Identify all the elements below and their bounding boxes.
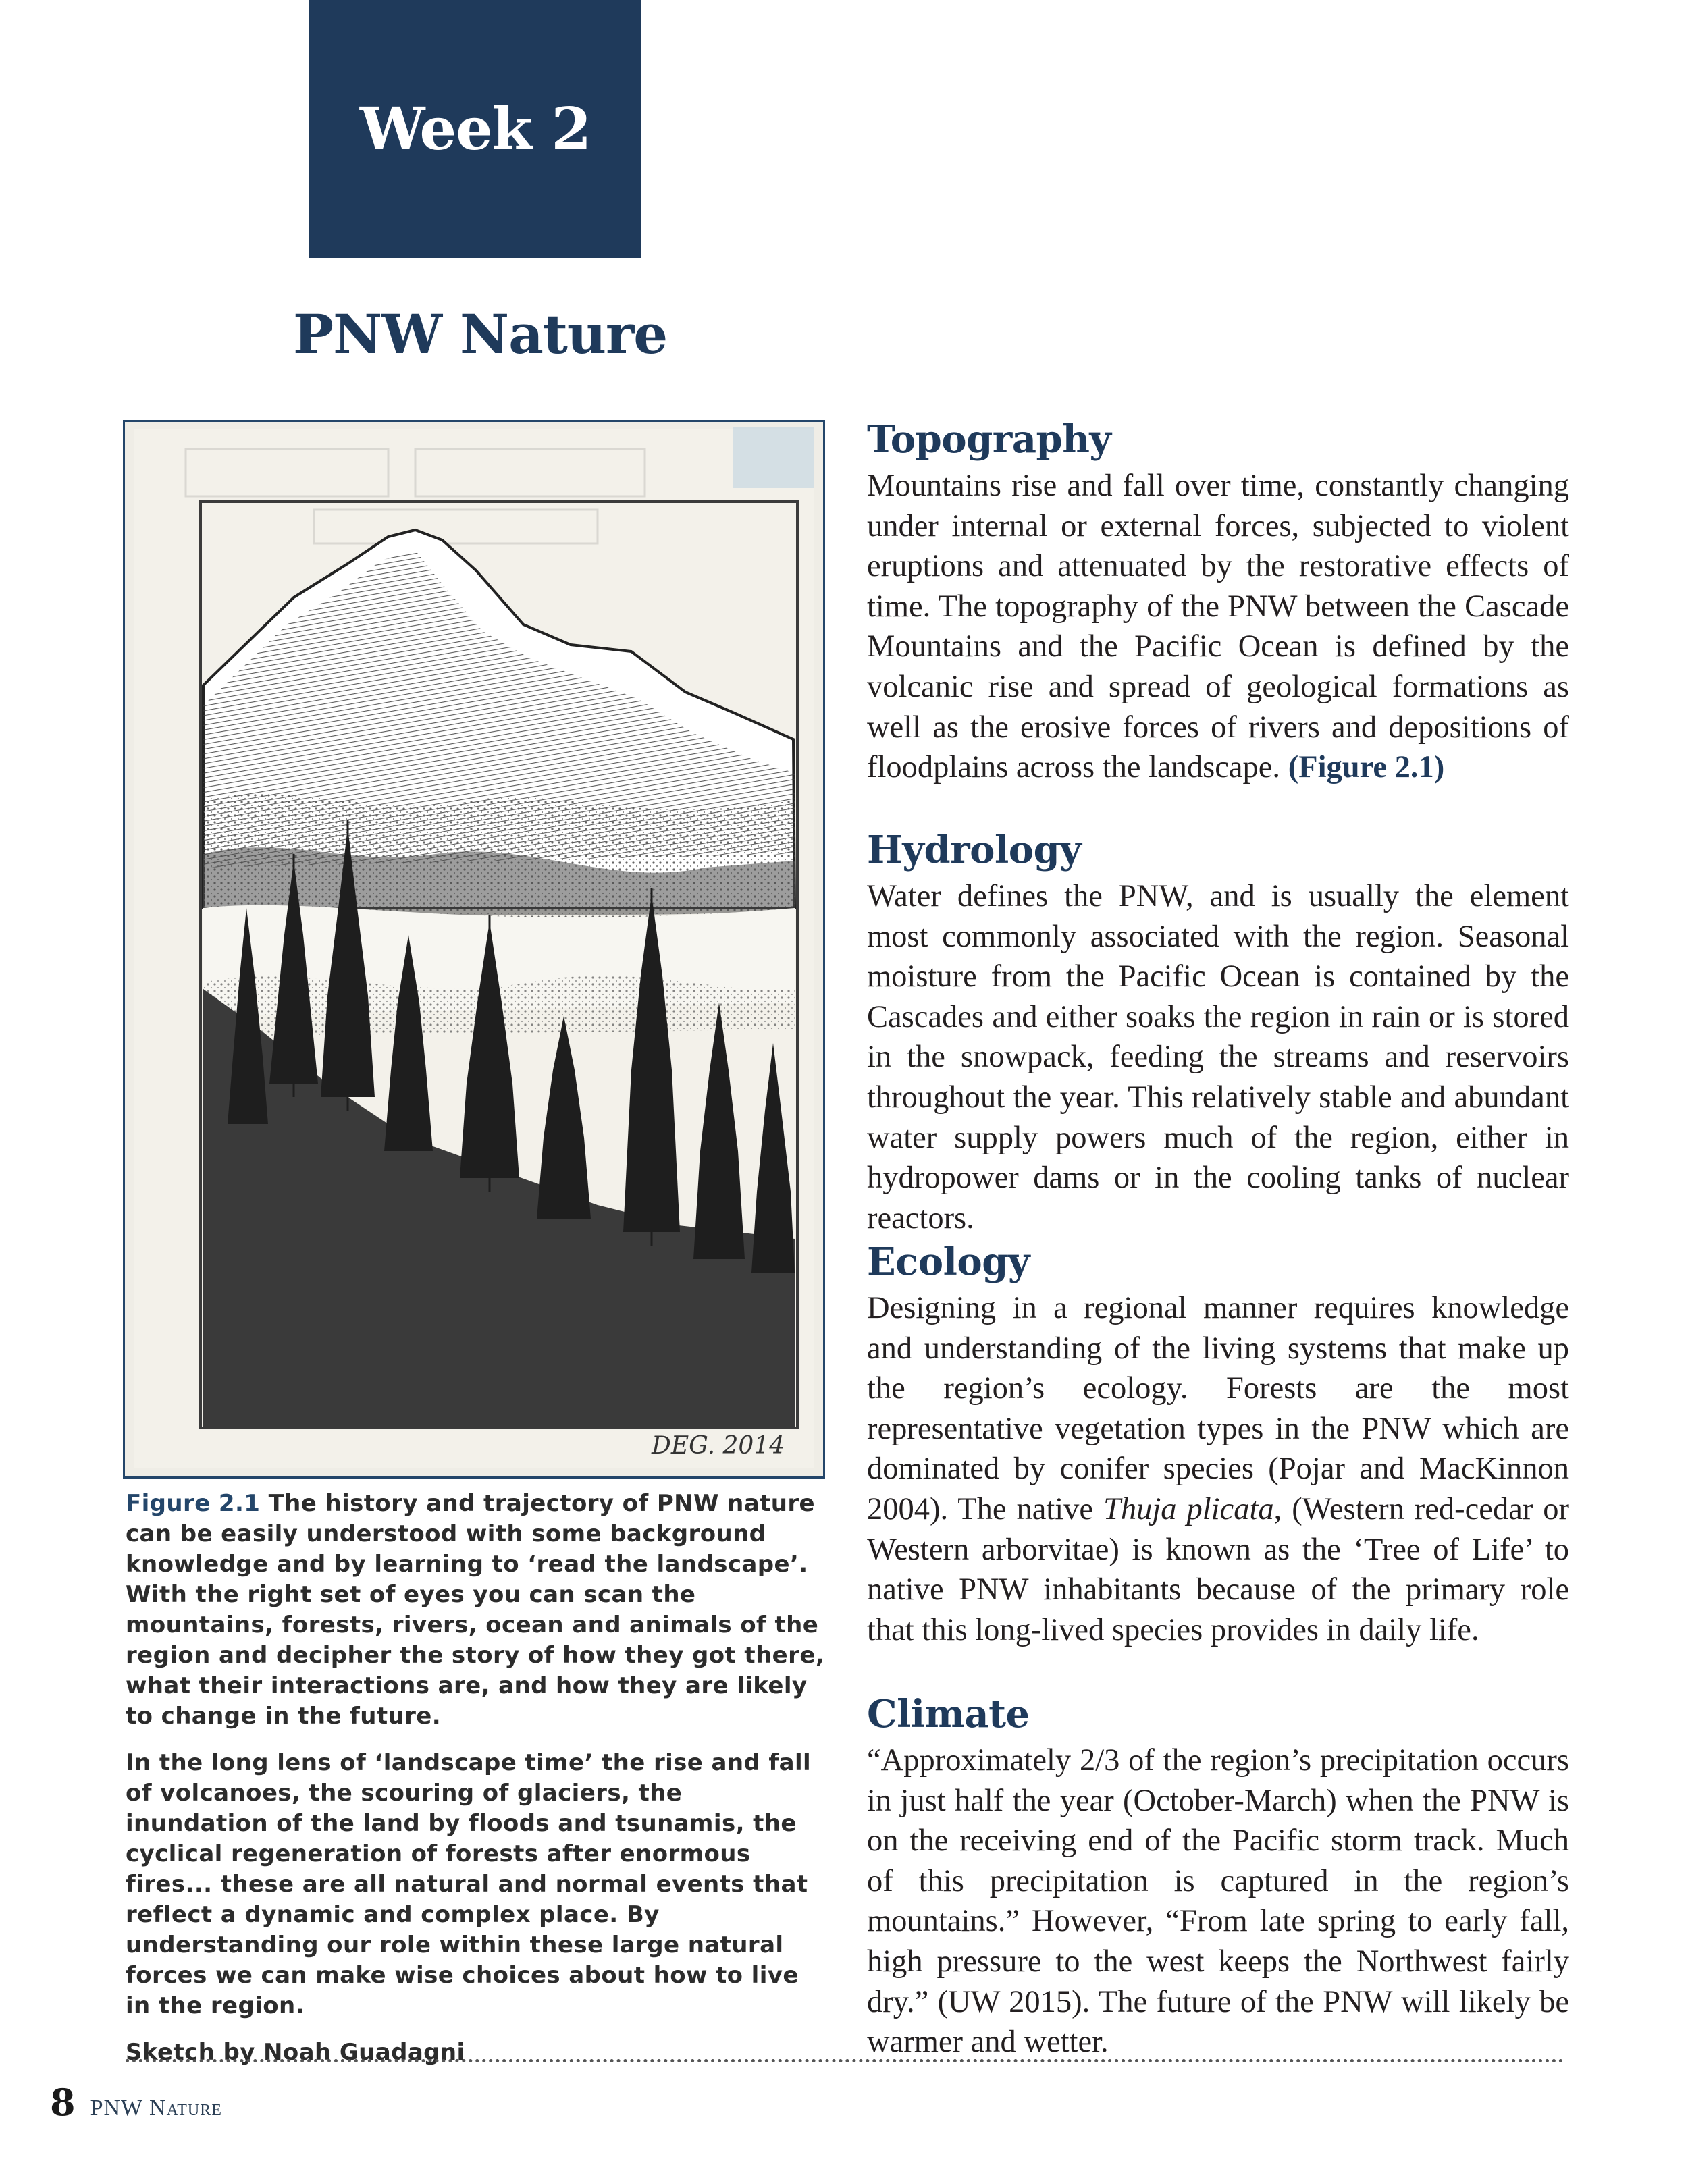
running-title: PNW Nature — [90, 2096, 222, 2121]
footer-divider — [126, 2059, 1564, 2062]
body-hydrology: Water defines the PNW, and is usually the element most commonly associated with the region. Seasonal moisture from the Pacific Ocean is contained by the Cascades and either soaks the region in rain or is stored in the snowpack, feeding the streams and reservoirs throughout the year. This relatively stable and abundant water supply powers much of the region, either in hydropower dams or in the cooling tanks of nuclear reactors. — [867, 879, 1569, 1235]
ecology-species-name: Thuja plicata — [1103, 1491, 1274, 1526]
page-title: PNW Nature — [293, 302, 668, 366]
caption-figure-label: Figure 2.1 — [126, 1490, 261, 1517]
mountain-forest-sketch-icon — [125, 422, 823, 1476]
caption-text: The history and trajectory of PNW nature can be easily understood with some background knowledge and by learning to ‘read the landscape’. With the right set of eyes you can scan the mountains, forests, rivers, ocean and animals of the region and decipher the story of how they got there, what their interactions are, and how they are likely to change in the future. — [126, 1490, 825, 1730]
figure-sketch — [123, 420, 825, 1479]
week-label-banner — [309, 0, 641, 258]
section-hydrology — [867, 824, 1569, 1238]
section-topography — [867, 413, 1569, 788]
section-climate — [867, 1688, 1569, 2062]
heading-climate: Climate — [867, 1692, 1030, 1736]
section-ecology — [867, 1235, 1569, 1650]
body-climate: “Approximately 2/3 of the region’s precipitation occurs in just half the year (October-March) when the PNW is on the receiving end of the Pacific storm track. Much of this precipitation is captured in the region’s mountains.” However, “From late spring to early fall, high pressure to the west keeps the Northwest fairly dry.” (UW 2015). The future of the PNW will likely be warmer and wetter. — [867, 1743, 1569, 2060]
week-label: Week 2 — [359, 95, 591, 163]
page-footer — [50, 2081, 222, 2124]
body-ecology — [867, 1288, 1569, 1650]
caption-paragraph-2: In the long lens of ‘landscape time’ the rise and fall of volcanoes, the scouring of glaciers, the inundation of the land by floods and tsunamis, the cyclical regeneration of forests after enormous fires... these are all natural and normal events that reflect a dynamic and complex place. By understanding our role within these large natural forces we can make wise choices about how to live in the region. — [126, 1749, 812, 2019]
body-topography — [867, 466, 1569, 788]
figure-reference-link[interactable]: (Figure 2.1) — [1288, 750, 1445, 785]
heading-topography: Topography — [867, 417, 1111, 462]
ecology-text-before: Designing in a regional manner requires knowledge and understanding of the living systems that make up the region’s ecology. Forests are the most representative vegetation types in the PNW which are dominated by conifer species (Pojar and MacKinnon 2004). The native — [867, 1291, 1569, 1526]
sketch-credit: Sketch by Noah Guadagni — [126, 2039, 465, 2066]
caption-paragraph-1 — [126, 1489, 828, 1732]
ecology-text-after: , (Western red-cedar or Western arborvitae) is known as the ‘Tree of Life’ to native PNW inhabitants because of the primary role that this long-lived species provides in daily life. — [867, 1491, 1569, 1647]
heading-hydrology: Hydrology — [867, 828, 1082, 872]
heading-ecology: Ecology — [867, 1240, 1030, 1284]
page-number: 8 — [50, 2081, 76, 2124]
topography-text: Mountains rise and fall over time, constantly changing under internal or external forces, subjected to violent eruptions and attenuated by the restorative effects of time. The topography of the PNW between the Cascade Mountains and the Pacific Ocean is defined by the volcanic rise and spread of geological formations as well as the erosive forces of rivers and depositions of floodplains across the landscape. — [867, 469, 1569, 785]
figure-caption — [126, 1489, 828, 2084]
sketch-signature: DEG. 2014 — [652, 1432, 785, 1460]
